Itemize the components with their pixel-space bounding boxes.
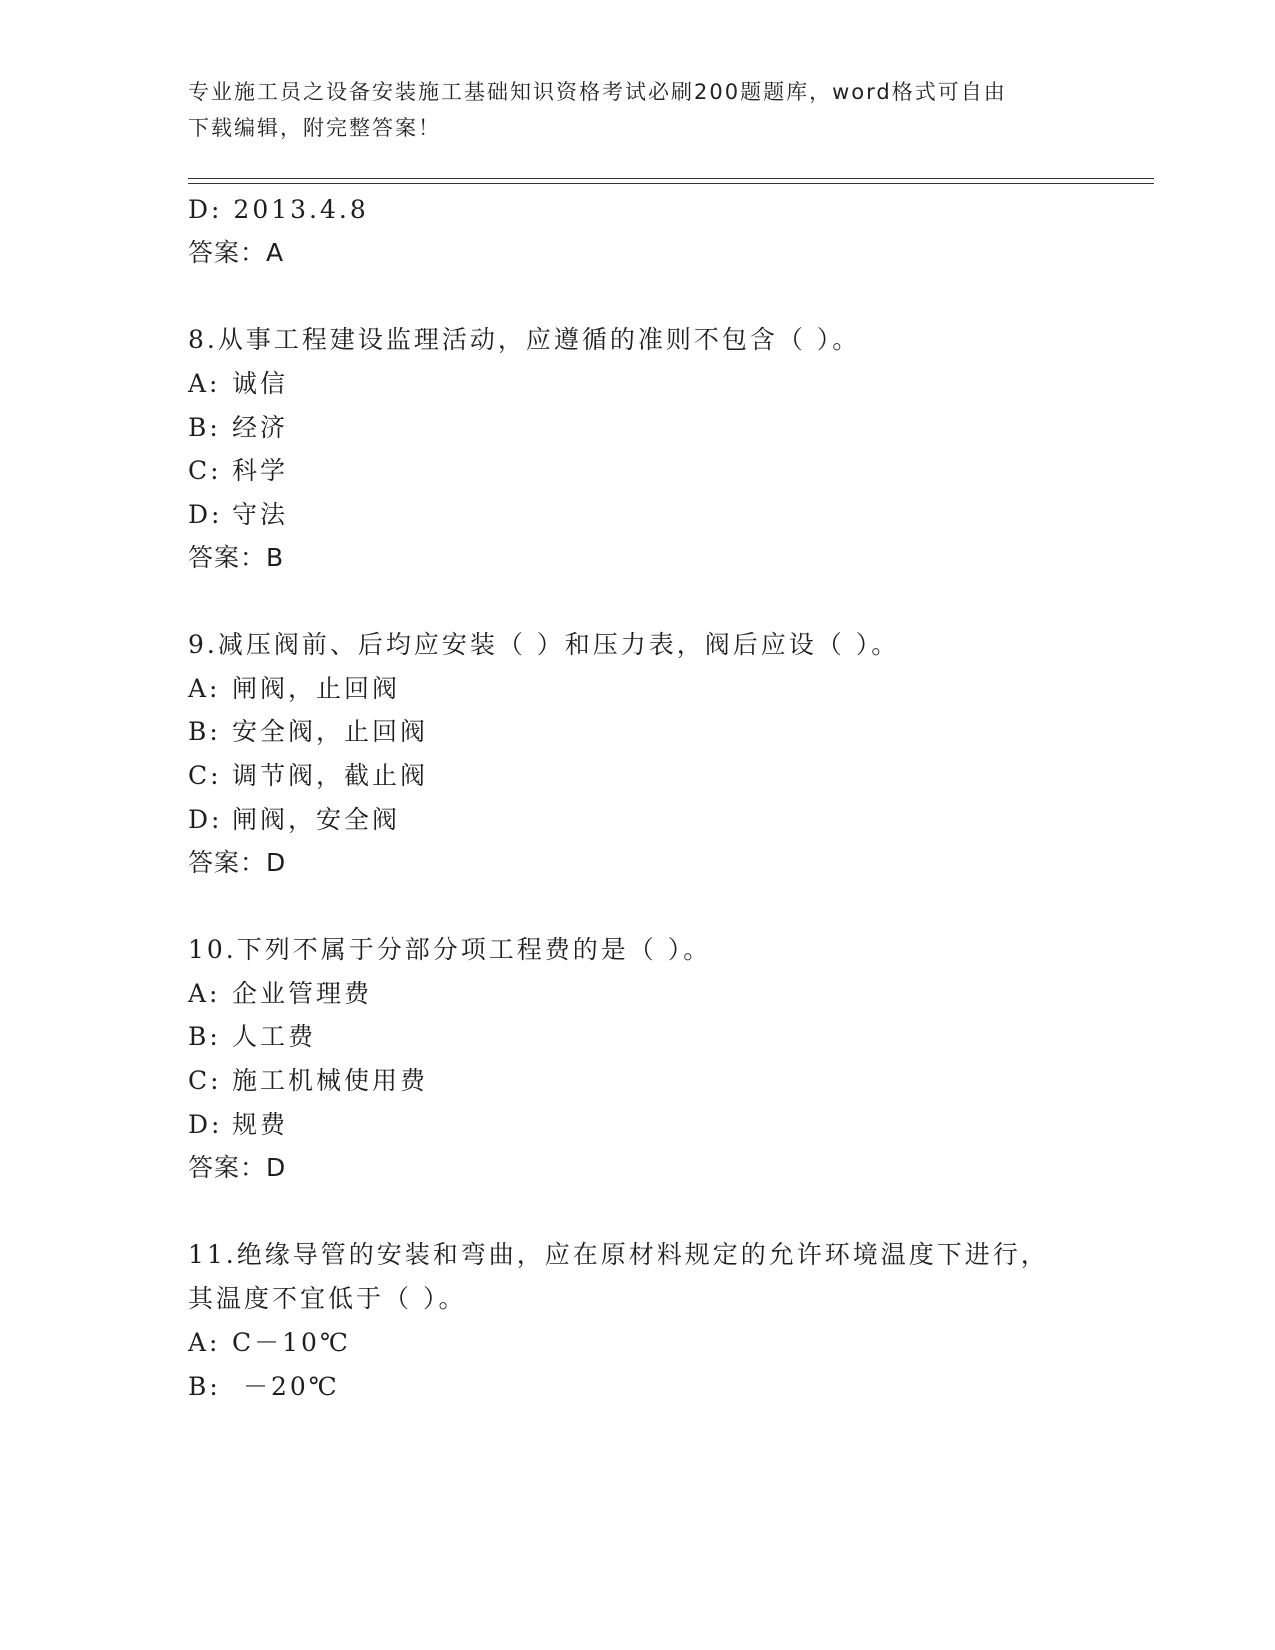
q8-option-c xyxy=(188,456,288,486)
option-text: 安全阀，止回阀 xyxy=(232,717,429,746)
option-text: 企业管理费 xyxy=(232,979,373,1008)
option-text: 经济 xyxy=(232,413,289,442)
q10-answer: 答案：D xyxy=(188,1153,287,1182)
option-text: 闸阀，安全阀 xyxy=(232,805,401,834)
option-key: D: xyxy=(188,1110,223,1139)
q9-option-d xyxy=(188,805,400,835)
q8-option-a xyxy=(188,369,288,399)
header-line-1: 专业施工员之设备安装施工基础知识资格考试必刷200题题库，word格式可自由 xyxy=(188,80,1007,104)
option-key: C: xyxy=(188,1066,222,1095)
header-divider-top xyxy=(188,178,1154,179)
q10-option-a xyxy=(188,979,372,1009)
option-text: 闸阀，止回阀 xyxy=(232,674,401,703)
q9-option-c xyxy=(188,761,428,791)
option-key: D: xyxy=(188,805,223,834)
q10-option-b xyxy=(188,1022,316,1052)
option-key: B: xyxy=(188,717,221,746)
option-key: D: xyxy=(188,500,223,529)
option-text: C－10℃ xyxy=(232,1328,351,1357)
q8-answer: 答案：B xyxy=(188,543,285,572)
option-key: A: xyxy=(188,369,221,398)
option-key: B: xyxy=(188,413,221,442)
q7-answer: 答案：A xyxy=(188,238,285,267)
q8-option-d xyxy=(188,500,288,530)
option-key: B: xyxy=(188,1372,221,1401)
q9-stem: 9.减压阀前、后均应安装（ ）和压力表，阀后应设（ ）。 xyxy=(188,630,900,659)
option-text: 人工费 xyxy=(232,1022,317,1051)
option-text: 施工机械使用费 xyxy=(232,1066,429,1095)
q10-stem: 10.下列不属于分部分项工程费的是（ ）。 xyxy=(188,935,712,964)
q9-option-a xyxy=(188,674,400,704)
q11-stem-line-2: 其温度不宜低于（ ）。 xyxy=(188,1284,467,1313)
option-text: －20℃ xyxy=(232,1372,340,1401)
q11-option-a xyxy=(188,1328,351,1358)
document-header xyxy=(188,74,1078,146)
option-key: A: xyxy=(188,674,221,703)
option-key: A: xyxy=(188,1328,221,1357)
option-text: 守法 xyxy=(232,500,289,529)
q10-option-d xyxy=(188,1110,288,1140)
q9-option-b xyxy=(188,717,428,747)
option-text: 诚信 xyxy=(232,369,289,398)
q11-stem-line-1: 11.绝缘导管的安装和弯曲，应在原材料规定的允许环境温度下进行， xyxy=(188,1240,1049,1269)
option-text: 规费 xyxy=(232,1110,289,1139)
q10-option-c xyxy=(188,1066,428,1096)
header-divider-bottom xyxy=(188,183,1154,184)
option-key: A: xyxy=(188,979,221,1008)
option-key: C: xyxy=(188,761,222,790)
option-key: B: xyxy=(188,1022,221,1051)
option-text: 调节阀，截止阀 xyxy=(232,761,429,790)
option-text: 科学 xyxy=(232,456,289,485)
option-key: C: xyxy=(188,456,222,485)
q8-option-b xyxy=(188,413,288,443)
q9-answer: 答案：D xyxy=(188,848,287,877)
header-line-2: 下载编辑，附完整答案！ xyxy=(188,116,441,140)
q8-stem: 8.从事工程建设监理活动，应遵循的准则不包含（ ）。 xyxy=(188,325,861,354)
q7-option-d: D: 2013.4.8 xyxy=(188,195,369,224)
q11-option-b xyxy=(188,1372,340,1402)
